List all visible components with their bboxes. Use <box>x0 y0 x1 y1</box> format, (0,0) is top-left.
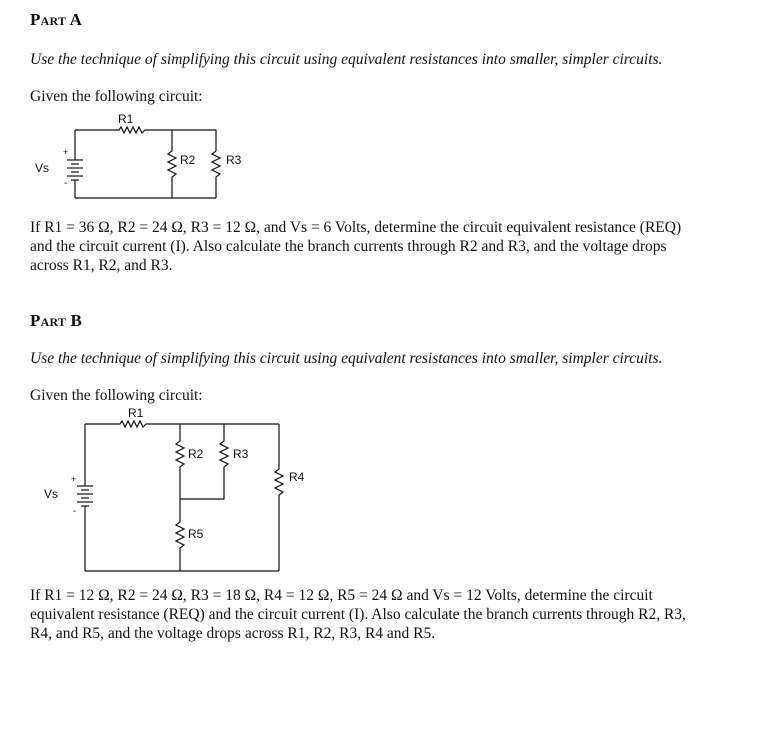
circuit-b-r2-label: R2 <box>188 447 204 461</box>
part-b-problem <box>30 586 705 643</box>
circuit-b-battery <box>77 486 93 508</box>
circuit-b-top-wire <box>85 421 279 427</box>
circuit-b-minus-sign: - <box>73 506 77 517</box>
circuit-a-diagram <box>0 105 300 205</box>
circuit-b-r4-label: R4 <box>289 470 305 484</box>
circuit-b-vs-label: Vs <box>44 487 59 501</box>
part-a-given: Given the following circuit: <box>30 88 203 105</box>
circuit-a-minus-sign: - <box>64 178 68 189</box>
circuit-b-r5-label: R5 <box>188 527 204 541</box>
part-a-heading: Part A <box>30 10 83 29</box>
circuit-a-r2-label: R2 <box>180 153 196 167</box>
part-a-problem-line: and the circuit current (I). Also calculate the branch currents through R2 and R3, and the voltage drops <box>30 238 667 255</box>
circuit-b-r3-branch <box>180 424 228 499</box>
part-b-heading: Part B <box>30 311 83 330</box>
part-a-problem-line: If R1 = 36 Ω, R2 = 24 Ω, R3 = 12 Ω, and Vs = 6 Volts, determine the circuit equivalent resistance (REQ) <box>30 219 682 236</box>
part-b-problem-line: R4, and R5, and the voltage drops across R1, R2, R3, R4 and R5. <box>30 625 436 642</box>
circuit-a-battery <box>67 160 83 184</box>
circuit-a-r3-label: R3 <box>226 153 242 167</box>
circuit-a-top-wire <box>75 127 216 151</box>
circuit-b-r4-branch <box>275 424 283 571</box>
part-b-given: Given the following circuit: <box>30 387 203 404</box>
circuit-a-plus-sign: + <box>63 147 69 157</box>
circuit-a-r3-resistor <box>212 151 220 198</box>
part-a-intro: Use the technique of simplifying this circuit using equivalent resistances into smaller, simpler circuits. <box>30 51 663 68</box>
part-a-problem-line: across R1, R2, and R3. <box>30 257 173 274</box>
circuit-b-diagram <box>0 400 320 580</box>
circuit-b-r1-label: R1 <box>128 406 144 420</box>
part-a-problem <box>30 218 705 275</box>
circuit-b-plus-sign: + <box>71 474 77 484</box>
circuit-b-r2-r5-branch <box>176 424 184 571</box>
circuit-a-r1-label: R1 <box>118 112 134 126</box>
part-b-problem-line: equivalent resistance (REQ) and the circuit current (I). Also calculate the branch currents through R2, R3, <box>30 606 686 623</box>
circuit-a-r2-resistor <box>168 130 176 198</box>
circuit-b-r3-label: R3 <box>233 447 249 461</box>
circuit-a-vs-label: Vs <box>35 161 50 175</box>
part-b-problem-line: If R1 = 12 Ω, R2 = 24 Ω, R3 = 18 Ω, R4 = 12 Ω, R5 = 24 Ω and Vs = 12 Volts, determine the circuit <box>30 587 653 604</box>
part-b-intro: Use the technique of simplifying this circuit using equivalent resistances into smaller, simpler circuits. <box>30 350 663 367</box>
